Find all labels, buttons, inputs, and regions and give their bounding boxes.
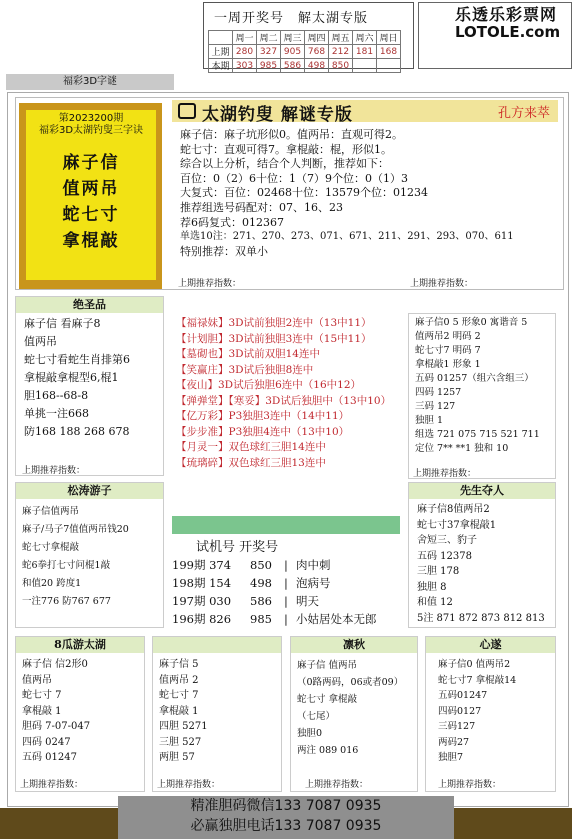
- analysis-line: 大复式：百位：02468十位：13579个位：01234: [180, 186, 428, 200]
- panel-body: [409, 499, 555, 629]
- record-line: 【琉璃碎】双色球红三胆13连中: [176, 456, 326, 469]
- analysis-line: 荐6码复式：012367: [180, 215, 284, 229]
- panel-line: 蛇七寸 7: [159, 690, 199, 701]
- panel-line: 值两吊: [22, 674, 52, 686]
- draw-cell: 498: [305, 59, 329, 73]
- panel-line: 四胆 5271: [159, 721, 208, 732]
- record-line: 【福禄妹】3D试前独胆2连中（13中11）: [176, 317, 372, 329]
- header-author: 孔方来萃: [497, 106, 550, 121]
- panel-juesheng: [15, 296, 164, 476]
- analysis-line: 特别推荐：双单小: [180, 244, 268, 258]
- panel-line: 麻子信值两吊: [22, 506, 80, 517]
- panel-title: 松涛游子: [16, 483, 163, 499]
- rec-index-label: 上期推荐指数：: [157, 780, 221, 790]
- day-header: 周四: [305, 31, 329, 45]
- panel-line: 麻子信 看麻子8: [24, 317, 101, 330]
- panel-title: 凛秋: [291, 637, 417, 653]
- trial-sep: |: [284, 576, 288, 590]
- record-line: 【步步准】P3独胆4连中（13中10）: [176, 425, 350, 438]
- panel-body: [16, 499, 163, 615]
- panel-line: 三码 127: [415, 401, 456, 412]
- panel-line: 蛇七寸 7: [22, 690, 62, 701]
- riddle-line: 麻子信: [62, 153, 120, 173]
- panel-line: 独胆0: [297, 728, 323, 739]
- trial-row: [172, 610, 377, 628]
- panel-title: 先生夺人: [409, 483, 555, 499]
- draw-cell: [377, 59, 401, 73]
- analysis-line: 综合以上分析，结合个人判断，推荐如下：: [180, 157, 389, 171]
- record-line: 【亿万彩】P3独胆3连中（14中11）: [176, 410, 350, 422]
- weekly-title-right: 解太湖专版: [298, 11, 369, 26]
- analysis-line: 蛇七寸：直观可得7。拿棍敲：棍，形似1。: [180, 142, 392, 156]
- weekly-draw-table: [203, 2, 414, 72]
- rec-index-label: 上期推荐指数：: [305, 780, 369, 790]
- panel-line: 拿棍敲拿棍型6,棍1: [24, 371, 119, 384]
- panel-songtao: [15, 482, 164, 628]
- panel-line: 三胆 178: [417, 566, 460, 577]
- trial-draw: 850: [250, 558, 272, 572]
- panel-title: 绝圣品: [16, 297, 163, 313]
- panel-line: 麻子信 值两吊: [297, 660, 358, 671]
- panel-line: 四码 1257: [415, 387, 462, 398]
- contact-ad[interactable]: [118, 796, 454, 839]
- panel-line: 蛇七寸37拿棍敲1: [417, 519, 497, 531]
- logo-en: LOTOLE.com: [455, 23, 561, 41]
- panel-line: 独胆 1: [415, 415, 444, 426]
- panel-line: 独胆 8: [417, 581, 447, 593]
- row-label: 本期: [209, 59, 233, 73]
- header-banner: [172, 100, 558, 125]
- period-line1: 第2023200期: [58, 113, 124, 124]
- analysis-line: 百位：0（2）6十位：1（7）9个位：0（1）3: [180, 171, 408, 185]
- panel-line: 胆168--68-8: [24, 389, 89, 402]
- draw-cell: 181: [353, 45, 377, 59]
- day-header: 周五: [329, 31, 353, 45]
- trial-row: [172, 574, 377, 592]
- panel-line: 一注776 防767 677: [22, 596, 111, 607]
- panel-right-top: [408, 313, 556, 479]
- panel-line: 舍短三、豹子: [417, 535, 477, 546]
- panel-line: 三胆 527: [159, 736, 202, 748]
- trial-period: 199期 374: [172, 558, 232, 572]
- trial-table: [172, 556, 377, 628]
- panel-line: 五码 01257（组六含组三）: [415, 373, 534, 384]
- period-card-inner: [26, 110, 156, 280]
- rec-index-label: 上期推荐指数：: [22, 466, 86, 476]
- panel-line: 麻子信8值两吊2: [417, 504, 490, 515]
- panel-line: 防168 188 268 678: [24, 425, 130, 438]
- riddle-line: 蛇七寸: [62, 205, 120, 225]
- trial-note: 小姑居处本无郎: [296, 612, 377, 626]
- panel-line: 蛇七寸拿棍敲: [22, 542, 80, 553]
- panel-line: 拿棍敲 1: [22, 705, 62, 717]
- period-line2: 福彩3D太湖钓叟三字诀: [38, 125, 144, 136]
- panel-line: 麻子信 信2形0: [22, 659, 88, 670]
- panel-line: 和值 12: [417, 597, 453, 608]
- rec-index-label: 上期推荐指数：: [413, 469, 477, 479]
- analysis-text: [180, 128, 514, 259]
- trial-sep: |: [284, 558, 288, 572]
- panel-line: 麻子信0 值两吊2: [438, 659, 511, 670]
- record-line: 【墓砌也】3D试前双胆14连中: [176, 348, 320, 360]
- red-lines: [176, 316, 404, 471]
- trial-draw: 586: [250, 594, 272, 608]
- draw-cell: 905: [281, 45, 305, 59]
- panel-xinsui: [425, 636, 556, 792]
- panel-line: 定位 7** **1 独和 10: [415, 443, 509, 454]
- trial-row: [172, 556, 377, 574]
- panel-line: 麻子信0 5 形象0 寓谐音 5: [415, 317, 528, 328]
- day-header: 周三: [281, 31, 305, 45]
- trial-note: 肉中刺: [296, 558, 331, 572]
- panel-line: 四码 0247: [22, 736, 71, 748]
- panel-linqiu: [290, 636, 418, 792]
- panel-line: （七尾）: [297, 711, 336, 722]
- weekly-title: [214, 7, 382, 26]
- weekly-title-left: 一周开奖号: [214, 11, 285, 26]
- trial-draw: 498: [250, 576, 272, 590]
- panel-line: 和值20 跨度1: [22, 578, 82, 589]
- draw-cell: 212: [329, 45, 353, 59]
- panel-line: 蛇七寸 拿棍敲: [297, 694, 358, 705]
- rec-index-label: 上期推荐指数：: [438, 780, 502, 790]
- panel-line: 拿棍敲1 形象 1: [415, 359, 481, 370]
- red-record-list: [176, 316, 404, 516]
- trial-note: 明天: [296, 594, 319, 608]
- draw-cell: 586: [281, 59, 305, 73]
- panel-line: 五码01247: [438, 690, 488, 701]
- record-line: 【笑赢庄】3D试后独胆8连中: [176, 363, 314, 376]
- riddle-line: 值两吊: [62, 179, 120, 199]
- panel-body: [426, 653, 555, 770]
- trial-row: [172, 592, 377, 610]
- panel-line: 蛇七寸看蛇生肖排第6: [24, 353, 130, 366]
- panel-body: [291, 653, 417, 763]
- panel-line: 拿棍敲 1: [159, 705, 199, 717]
- ad-line: 精准胆码微信133 7087 0935: [190, 798, 382, 814]
- trial-note: 泡病号: [296, 576, 331, 590]
- rec-index-label: 上期推荐指数：: [410, 279, 474, 289]
- panel-line: 两胆 57: [159, 752, 195, 763]
- panel-body: [16, 313, 163, 443]
- analysis-line: 单选10注：271、270、273、071、671、211、291、293、070、611: [180, 231, 514, 243]
- record-line: 【弹弹堂】【寒妥】3D试后独胆中（13中10）: [176, 394, 392, 407]
- panel-line: 麻子信 5: [159, 659, 199, 670]
- riddle-line: 拿棍敲: [62, 231, 120, 251]
- panel-line: 蛇七寸7 明码 7: [415, 345, 481, 356]
- category-tag: 福彩3D字谜: [6, 74, 174, 90]
- panel-body: [153, 653, 281, 770]
- record-line: 【夜山】3D试后独胆6连中（16中12）: [176, 379, 362, 391]
- record-line: 【月灵一】双色球红三胆14连中: [176, 441, 326, 453]
- panel-line: 麻子/马子7值值两吊钱20: [22, 524, 129, 535]
- draw-cell: 327: [257, 45, 281, 59]
- panel-line: 五码 12378: [417, 550, 472, 562]
- day-header: 周一: [233, 31, 257, 45]
- trial-sep: |: [284, 594, 288, 608]
- panel-line: 五码 01247: [22, 752, 77, 763]
- panel-line: 胆码 7-07-047: [22, 721, 91, 732]
- draw-cell: 985: [257, 59, 281, 73]
- trial-period: 198期 154: [172, 576, 232, 590]
- trial-period: 196期 826: [172, 612, 232, 626]
- trial-sep: |: [284, 612, 288, 626]
- panel-body: [409, 314, 555, 458]
- panel-line: 蛇6拳打七寸问棍1敲: [22, 560, 111, 571]
- rec-index-label: 上期推荐指数：: [20, 780, 84, 790]
- trial-period: 197期 030: [172, 594, 232, 608]
- period-number: [26, 113, 156, 137]
- panel-bagua: [15, 636, 145, 792]
- panel-line: 组选 721 075 715 521 711: [415, 429, 540, 440]
- panel-line: 两注 089 016: [297, 745, 359, 756]
- draw-cell: 850: [329, 59, 353, 73]
- ad-line: 必赢独胆电话133 7087 0935: [190, 818, 382, 834]
- book-icon: [178, 103, 196, 119]
- panel-title: [153, 637, 281, 653]
- panel-title: 心遂: [426, 637, 555, 653]
- trial-draw: 985: [250, 612, 272, 626]
- panel-line: 单挑一注668: [24, 407, 89, 420]
- record-line: 【计划胆】3D试前独胆3连中（15中11）: [176, 332, 372, 345]
- site-logo[interactable]: [418, 2, 572, 69]
- day-header: 周六: [353, 31, 377, 45]
- trial-green-bar: [172, 516, 400, 534]
- panel-line: 独胆7: [438, 752, 464, 763]
- panel-line: 值两吊 2: [159, 674, 199, 686]
- panel-xiansheng: [408, 482, 556, 628]
- row-label: 上期: [209, 45, 233, 59]
- panel-line: （0路两码，06或者09）: [297, 677, 404, 688]
- day-header: 周日: [377, 31, 401, 45]
- panel-line: 蛇七寸7 拿棍敲14: [438, 674, 517, 686]
- draw-cell: 168: [377, 45, 401, 59]
- rec-index-label: 上期推荐指数：: [178, 279, 242, 289]
- panel-line: 5注 871 872 873 812 813: [417, 612, 545, 624]
- panel-bottom-2: [152, 636, 282, 792]
- panel-line: 四码0127: [438, 705, 482, 717]
- panel-line: 两码27: [438, 736, 470, 748]
- panel-body: [16, 653, 144, 770]
- draw-cell: [353, 59, 377, 73]
- day-header: 周二: [257, 31, 281, 45]
- analysis-line: 麻子信：麻子坑形似0。值两吊：直观可得2。: [180, 128, 403, 141]
- draw-cell: 280: [233, 45, 257, 59]
- analysis-line: 推荐组选号码配对：07、16、23: [180, 200, 343, 214]
- header-title: 太湖钓叟 解谜专版: [202, 105, 353, 125]
- weekly-grid: [208, 30, 401, 73]
- trial-header: 试机号 开奖号: [196, 540, 279, 555]
- draw-cell: 768: [305, 45, 329, 59]
- logo-cn: 乐透乐彩票网: [455, 5, 558, 24]
- panel-line: 值两吊2 明码 2: [415, 331, 481, 342]
- draw-cell: 303: [233, 59, 257, 73]
- panel-line: 三码127: [438, 721, 476, 732]
- panel-line: 值两吊: [24, 335, 57, 348]
- panel-title: 8瓜游太湖: [16, 637, 144, 653]
